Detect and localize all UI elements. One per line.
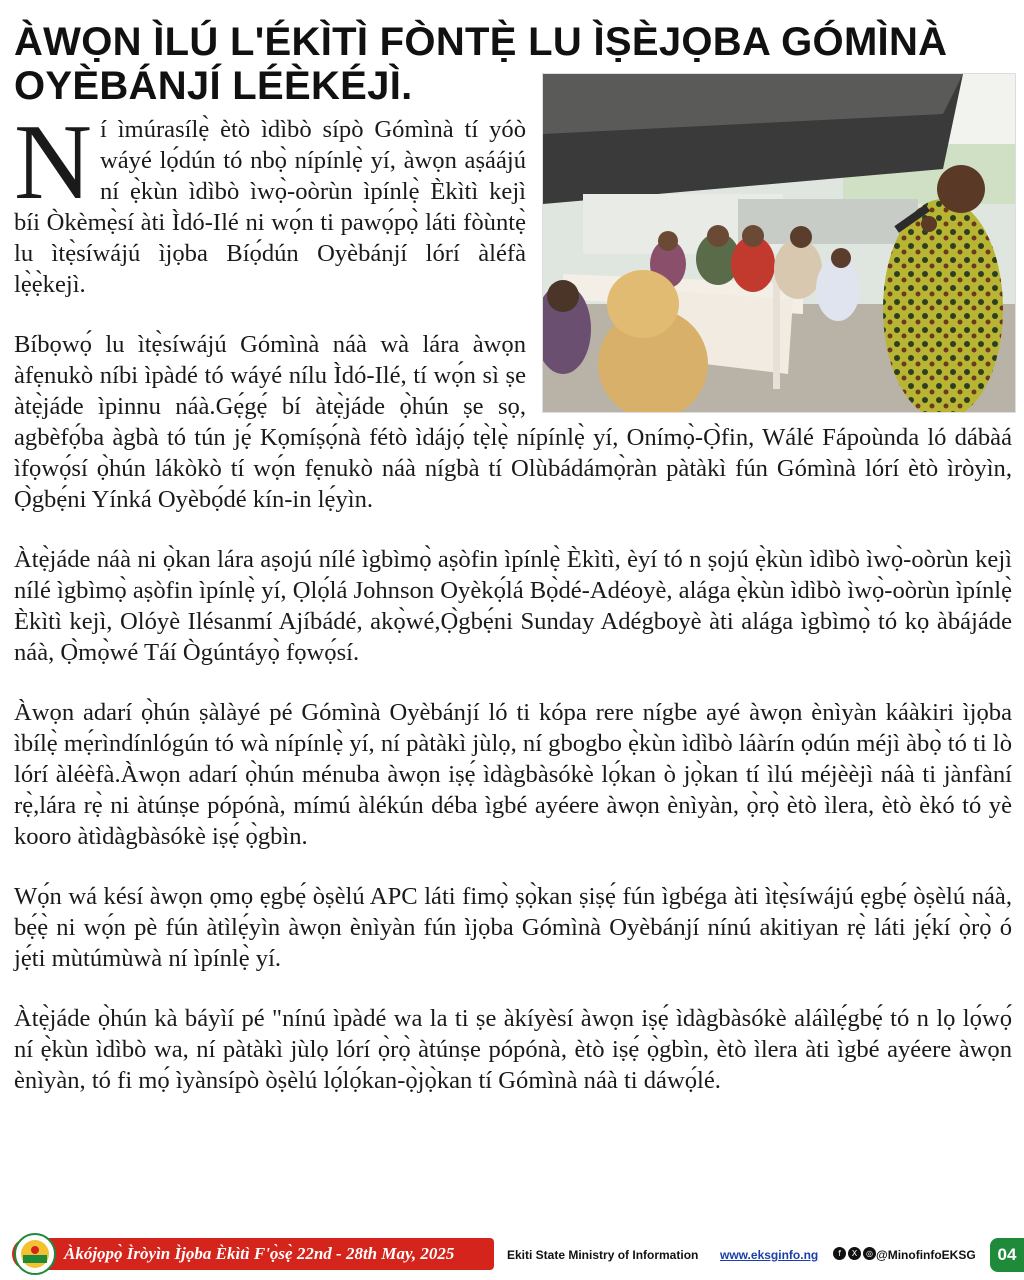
instagram-icon[interactable]: ◎: [863, 1247, 876, 1260]
ekiti-seal-icon: [14, 1233, 56, 1275]
drop-cap: N: [14, 103, 92, 222]
paragraph-2: Bíbọwọ́ lu ìtẹ̀síwájú Gómìnà náà wà lára àwọn àfẹnukò níbi ìpàdé tó wáyé nílu Ìdó-Ilé, tí wọ́n sì ṣe àtẹ̀jáde ìpinnu náà.Gẹ́gẹ́ bí àtẹ̀jáde ọ̀hún ṣe sọ, agbèfọ́ba àgbà tó tún jẹ́ Kọmíṣọ́nà fétò ìdájọ́ tẹ̀lẹ̀ nípínlẹ̀ yí, Onímọ̀-Ọ̀fin, Wálé Fápoùnda ló dábàá ìfọwọ́sí ọ̀hún lákòkò tí wọ́n fẹnukò náà nígbà tí Olùbádámọ̀ràn pàtàkì fún Gómìnà lórí ètò ìròyìn, Ọ̀gbẹ́ni Yínká Oyèbọ́dé kín-in lẹ́yìn.: [14, 331, 1012, 513]
publication-ribbon: [12, 1238, 494, 1270]
x-icon[interactable]: X: [848, 1247, 861, 1260]
paragraph-5: Wọ́n wá késí àwọn ọmọ ẹgbẹ́ òṣèlú APC láti fimọ̀ ṣọ̀kan ṣiṣẹ́ fún ìgbéga àti ìtẹ̀síwájú ẹgbẹ́ òṣèlú náà, bẹ́ẹ̀ ni wọ́n pè fún àtìlẹ́yìn àwọn ènìyàn fún ìjọba Gómìnà Oyèbánjí nínú akitiyan rẹ̀ láti jẹ́kí ọ̀rọ̀ ó jẹ́ti mùtúmùwà ní ìpínlẹ̀ yí.: [14, 883, 1012, 972]
paragraph-1-text: í ìmúrasílẹ̀ ètò ìdìbò sípò Gómìnà tí yóò wáyé lọ́dún tó nbọ̀ nípínlẹ̀ yí, àwọn aṣáájú ní ẹ̀kùn ìdìbò ìwọ̀-oòrùn ìpínlẹ̀ Èkìtì kejì bíi Òkèmẹ̀sí àti Ìdó-Ilé ni wọ́n ti pawọ́pọ̀ láti fòùntẹ̀ lu ìtẹ̀síwájú ìjọba Bíọ́dún Oyèbánjí lórí àléfà lẹ̀ẹ̀kejì.: [14, 116, 526, 298]
paragraph-3: Àtẹ̀jáde náà ni ọ̀kan lára aṣojú nílé ìgbìmọ̀ aṣòfin ìpínlẹ̀ Èkìtì, èyí tó n ṣojú ẹ̀kùn ìdìbò ìwọ̀-oòrùn kejì nílé ìgbìmọ̀ aṣòfin ìpínlẹ̀ yí, Ọlọ́lá Johnson Oyèkọ́lá Bọ̀dé-Adéoyè, alága ẹ̀kùn ìdìbò ìwọ̀-oòrùn ìpínlẹ̀ Èkìtì kejì, Olóyè Ilésanmí Ajíbádé, akọ̀wé,Ọ̀gbẹ́ni Sunday Adégboyè àti alága ìgbìmọ̀ tó kọ àbájáde náà, Ọ̀mọ̀wé Táí Ògúntáyọ̀ fọwọ́sí.: [14, 546, 1012, 666]
website-link[interactable]: www.eksginfo.ng: [720, 1248, 819, 1262]
ministry-name: Ekiti State Ministry of Information: [507, 1248, 699, 1262]
social-icons: [833, 1247, 876, 1260]
page-number-badge: 04: [990, 1238, 1024, 1272]
publication-title: Àkójọpọ̀ Ìròyìn Ìjọba Èkìtì F'ọ̀sẹ̀ 22nd - 28th May, 2025: [64, 1244, 455, 1263]
social-handle[interactable]: @MinofinfoEKSG: [876, 1248, 976, 1262]
article-body: [14, 103, 1012, 1125]
facebook-icon[interactable]: f: [833, 1247, 846, 1260]
paragraph-6: Àtẹ̀jáde ọ̀hún kà báyìí pé "nínú ìpàdé wa la ti ṣe àkíyèsí àwọn iṣẹ́ ìdàgbàsókè aláìlẹ́gbẹ́ tó n lọ lọ́wọ́ ní ẹ̀kùn ìdìbò wa, ní pàtàkì jùlọ lórí ọ̀rọ̀ àtúnṣe pópónà, ètò iṣẹ́ ọ̀gbìn, ètò ìlera àti ìgbé ayéere àwọn ènìyàn, tó fi mọ́ ìyànsípò òṣèlú lọ́lọ́kan-ọ̀jọ̀kan tí Gómìnà náà ti dáwọ́lé.: [14, 1005, 1012, 1094]
page-footer: [0, 1230, 1024, 1280]
photo-spacer: [526, 114, 1012, 414]
paragraph-4: Àwọn adarí ọ̀hún ṣàlàyé pé Gómìnà Oyèbánjí ló ti kópa rere nígbe ayé àwọn ènìyàn káàkiri ìjọba ìbílẹ̀ mẹ́rìndínlógún tó wà nípínlẹ̀ yí, ní pàtàkì jùlọ, ní gbogbo ẹ̀kùn ìdìbò láàrín ọdún méjì àbọ̀ tó ti lò lórí àléèfà.Àwọn adarí ọ̀hún ménuba àwọn iṣẹ́ ìdàgbàsókè lọ́kan ò jọ̀kan tí ìlú méjèèjì náà ti jànfàní rẹ̀,lára rẹ̀ ni àtúnṣe pópónà, mímú àlékún déba ìgbé ayéere àwọn ènìyàn, ọ̀rọ̀ ètò ìlera, ètò èkó tó yè kooro àtìdàgbàsókè iṣẹ́ ọ̀gbìn.: [14, 699, 1012, 850]
article-headline: ÀWỌN ÌLÚ L'ÉKÌTÌ FÒNTẸ̀ LU ÌṢÈJỌBA GÓMÌNÀ OYÈBÁNJÍ LÉÈKÉJÌ.: [14, 20, 948, 108]
